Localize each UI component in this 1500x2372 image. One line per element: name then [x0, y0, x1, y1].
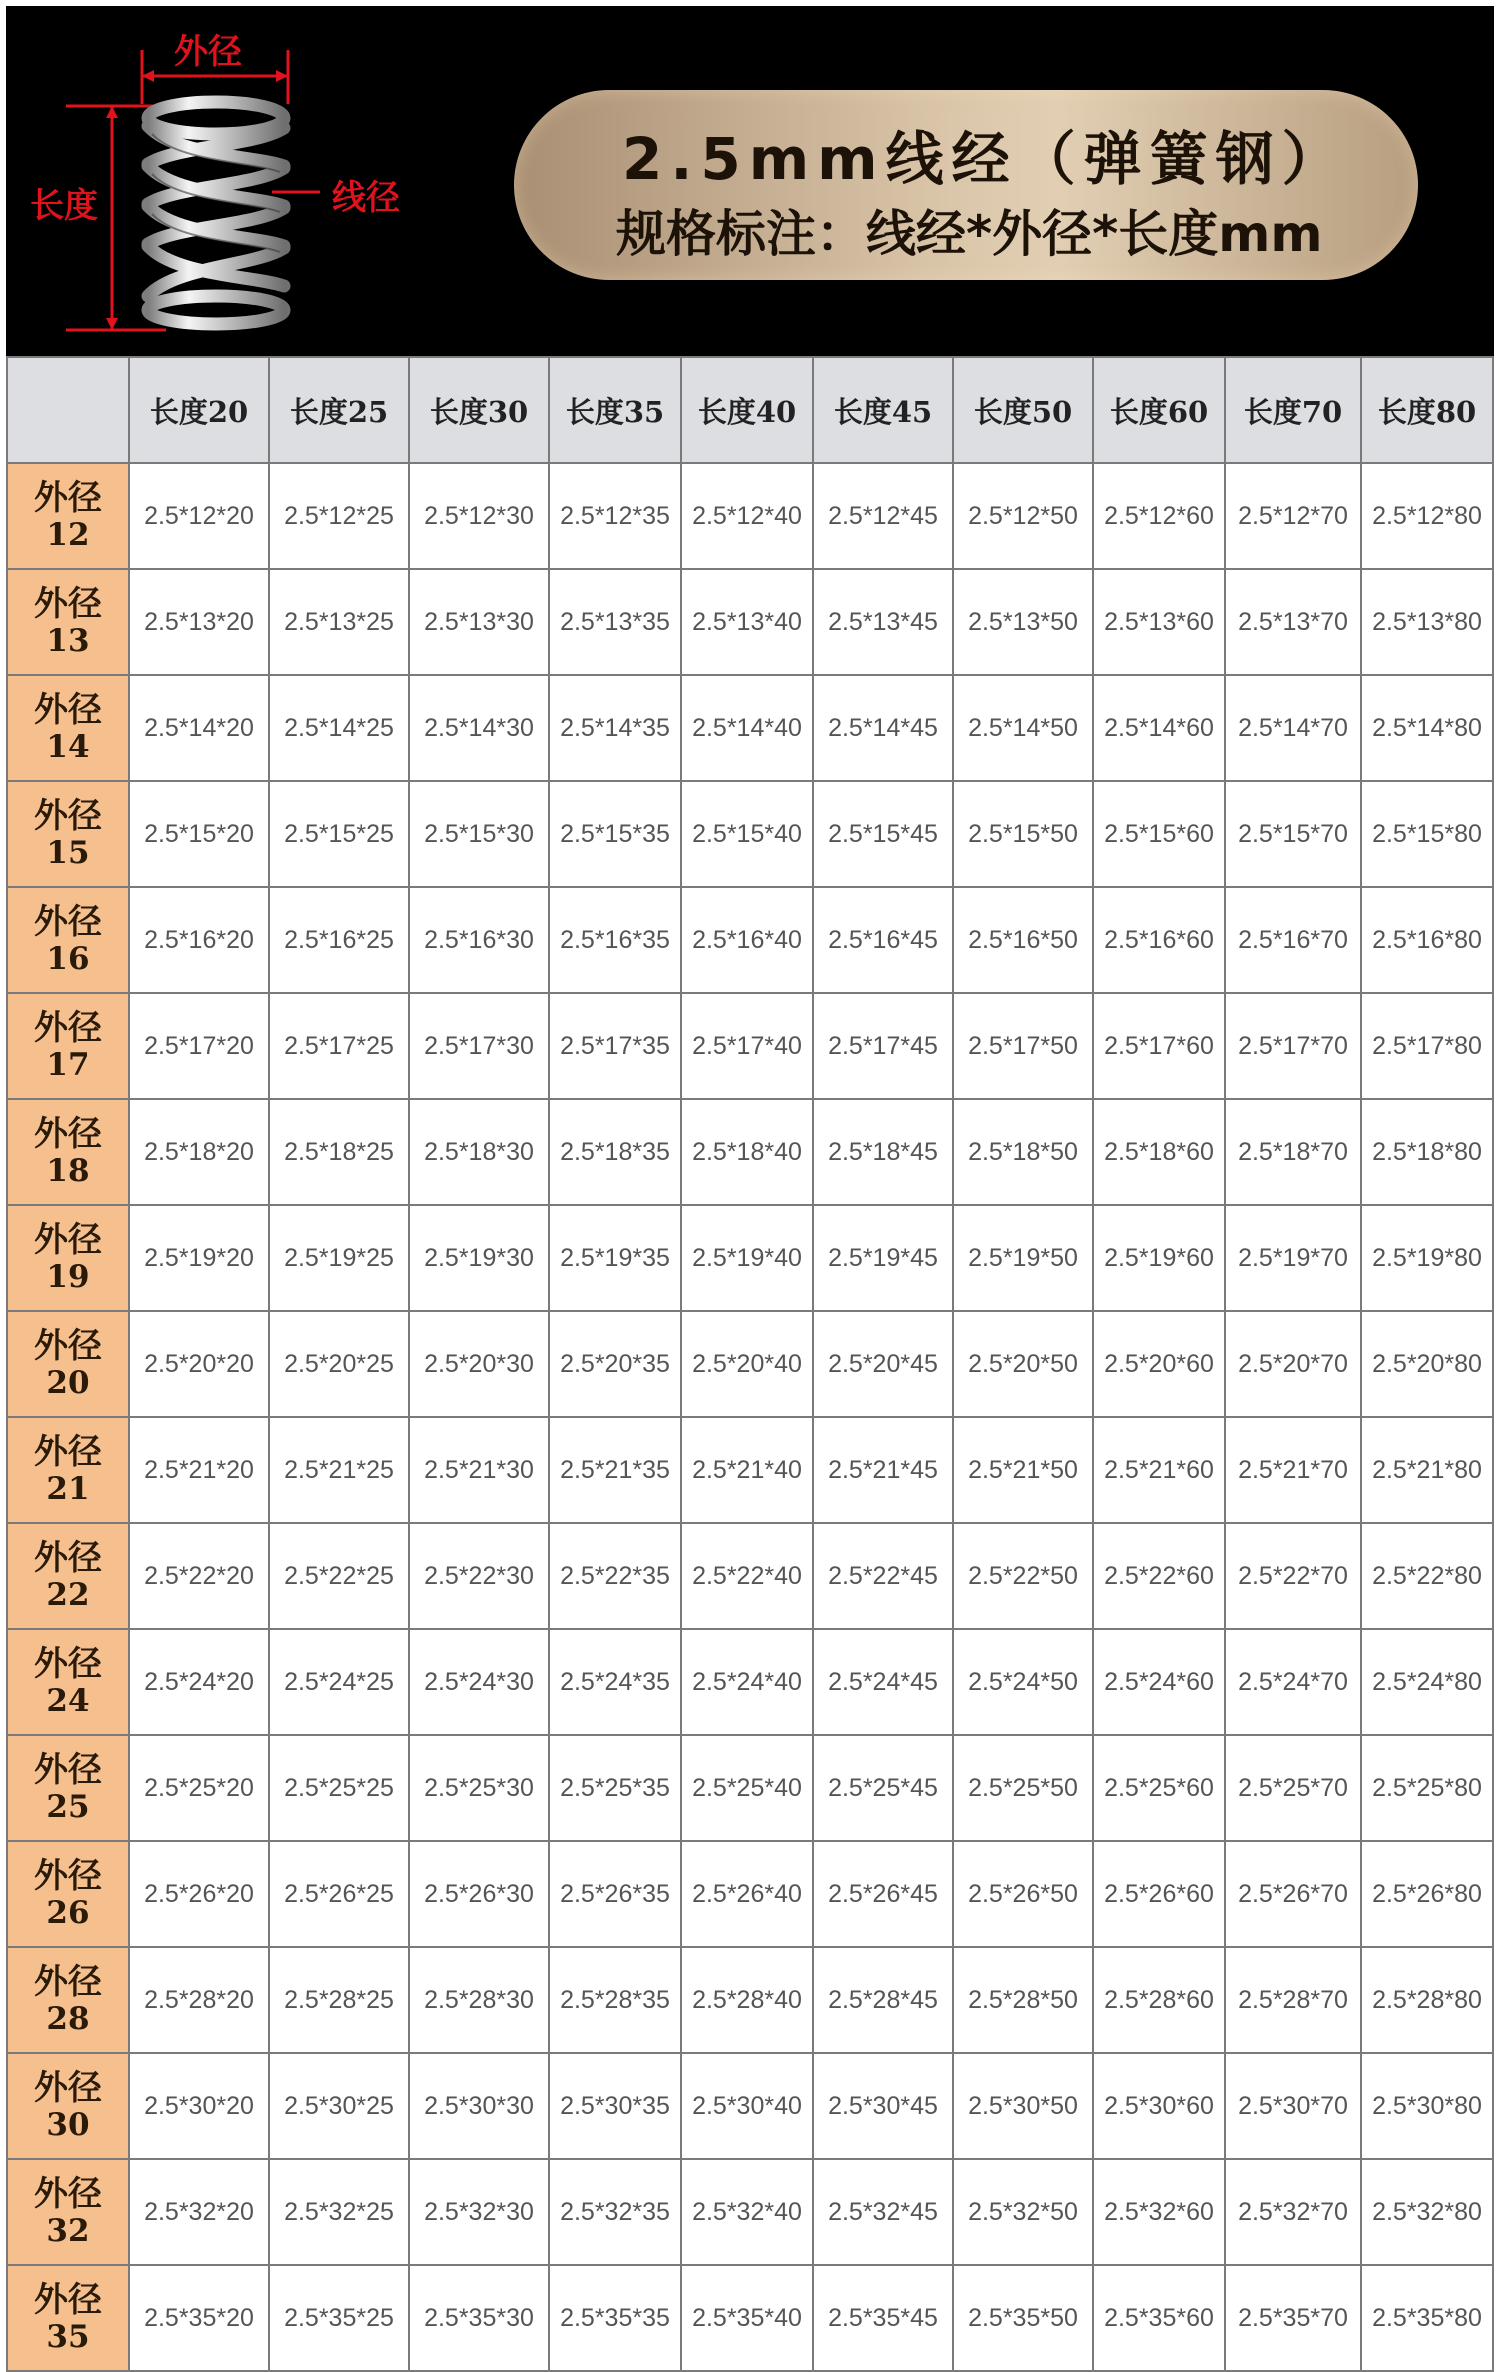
spec-cell: 2.5*24*20: [129, 1629, 269, 1735]
spec-cell: 2.5*17*40: [681, 993, 813, 1099]
row-header: [7, 1311, 129, 1417]
spec-cell: 2.5*19*70: [1225, 1205, 1361, 1311]
spec-cell: 2.5*30*40: [681, 2053, 813, 2159]
spec-cell: 2.5*16*30: [409, 887, 549, 993]
table-row: [7, 1841, 1493, 1947]
spec-cell: 2.5*20*40: [681, 1311, 813, 1417]
row-header-number: 17: [46, 1046, 90, 1083]
corner-cell: [7, 357, 129, 463]
row-header-label: 外径: [34, 795, 102, 836]
spec-cell: 2.5*15*25: [269, 781, 409, 887]
spec-cell: 2.5*26*45: [813, 1841, 953, 1947]
row-header-label: 外径: [34, 1749, 102, 1790]
spec-cell: 2.5*12*20: [129, 463, 269, 569]
spec-cell: 2.5*32*45: [813, 2159, 953, 2265]
spec-cell: 2.5*13*45: [813, 569, 953, 675]
spec-cell: 2.5*12*25: [269, 463, 409, 569]
spec-cell: 2.5*30*30: [409, 2053, 549, 2159]
spec-cell: 2.5*12*50: [953, 463, 1093, 569]
spec-cell: 2.5*18*80: [1361, 1099, 1493, 1205]
row-header-number: 20: [46, 1364, 90, 1401]
spec-cell: 2.5*18*25: [269, 1099, 409, 1205]
spec-cell: 2.5*16*45: [813, 887, 953, 993]
table-row: [7, 1417, 1493, 1523]
spec-cell: 2.5*13*80: [1361, 569, 1493, 675]
spec-cell: 2.5*17*20: [129, 993, 269, 1099]
spec-cell: 2.5*32*60: [1093, 2159, 1225, 2265]
spec-cell: 2.5*32*80: [1361, 2159, 1493, 2265]
column-header: 长度20: [129, 357, 269, 463]
spec-cell: 2.5*26*80: [1361, 1841, 1493, 1947]
spec-cell: 2.5*26*30: [409, 1841, 549, 1947]
spec-cell: 2.5*18*40: [681, 1099, 813, 1205]
spec-cell: 2.5*22*80: [1361, 1523, 1493, 1629]
spec-cell: 2.5*24*70: [1225, 1629, 1361, 1735]
row-header-number: 22: [46, 1576, 90, 1613]
column-header: 长度60: [1093, 357, 1225, 463]
row-header-number: 26: [46, 1894, 90, 1931]
spec-cell: 2.5*18*45: [813, 1099, 953, 1205]
spec-cell: 2.5*28*45: [813, 1947, 953, 2053]
spec-cell: 2.5*15*70: [1225, 781, 1361, 887]
spec-cell: 2.5*24*40: [681, 1629, 813, 1735]
spec-cell: 2.5*21*40: [681, 1417, 813, 1523]
spring-spec-table: [6, 356, 1494, 2372]
spec-cell: 2.5*22*25: [269, 1523, 409, 1629]
spec-cell: 2.5*35*70: [1225, 2265, 1361, 2371]
spec-cell: 2.5*14*45: [813, 675, 953, 781]
spec-cell: 2.5*12*80: [1361, 463, 1493, 569]
page-title: 2.5mm线经（弹簧钢）: [622, 125, 1348, 193]
spec-cell: 2.5*20*70: [1225, 1311, 1361, 1417]
spec-cell: 2.5*32*25: [269, 2159, 409, 2265]
spec-cell: 2.5*17*70: [1225, 993, 1361, 1099]
row-header-number: 16: [46, 940, 90, 977]
spec-cell: 2.5*12*40: [681, 463, 813, 569]
spec-cell: 2.5*22*40: [681, 1523, 813, 1629]
spec-cell: 2.5*30*70: [1225, 2053, 1361, 2159]
spec-cell: 2.5*16*35: [549, 887, 681, 993]
row-header-number: 24: [46, 1682, 90, 1719]
spec-cell: 2.5*13*35: [549, 569, 681, 675]
spec-format-note: 规格标注：线经*外径*长度mm: [616, 205, 1323, 263]
row-header-label: 外径: [34, 583, 102, 624]
spec-cell: 2.5*21*35: [549, 1417, 681, 1523]
wire-diameter-label: 线径: [332, 178, 400, 218]
spec-cell: 2.5*25*20: [129, 1735, 269, 1841]
row-header: [7, 1417, 129, 1523]
spec-cell: 2.5*25*80: [1361, 1735, 1493, 1841]
row-header: [7, 1099, 129, 1205]
table-row: [7, 2265, 1493, 2371]
spec-cell: 2.5*22*30: [409, 1523, 549, 1629]
header-banner: [6, 6, 1494, 358]
spec-cell: 2.5*35*20: [129, 2265, 269, 2371]
spec-cell: 2.5*28*20: [129, 1947, 269, 2053]
spec-cell: 2.5*15*35: [549, 781, 681, 887]
spec-cell: 2.5*21*50: [953, 1417, 1093, 1523]
row-header-label: 外径: [34, 1961, 102, 2002]
spec-cell: 2.5*14*20: [129, 675, 269, 781]
spec-cell: 2.5*28*30: [409, 1947, 549, 2053]
spec-cell: 2.5*35*35: [549, 2265, 681, 2371]
row-header: [7, 1523, 129, 1629]
spec-cell: 2.5*18*50: [953, 1099, 1093, 1205]
spec-cell: 2.5*22*50: [953, 1523, 1093, 1629]
spec-cell: 2.5*14*35: [549, 675, 681, 781]
spec-cell: 2.5*22*45: [813, 1523, 953, 1629]
table-row: [7, 1099, 1493, 1205]
spec-cell: 2.5*20*30: [409, 1311, 549, 1417]
spec-cell: 2.5*17*60: [1093, 993, 1225, 1099]
spec-cell: 2.5*18*35: [549, 1099, 681, 1205]
spec-cell: 2.5*25*25: [269, 1735, 409, 1841]
row-header: [7, 993, 129, 1099]
row-header: [7, 1205, 129, 1311]
row-header-number: 15: [46, 834, 90, 871]
spec-cell: 2.5*14*30: [409, 675, 549, 781]
spec-cell: 2.5*12*45: [813, 463, 953, 569]
row-header: [7, 463, 129, 569]
spec-cell: 2.5*24*50: [953, 1629, 1093, 1735]
spec-cell: 2.5*19*20: [129, 1205, 269, 1311]
table-row: [7, 993, 1493, 1099]
spec-cell: 2.5*17*25: [269, 993, 409, 1099]
spec-cell: 2.5*16*40: [681, 887, 813, 993]
spec-cell: 2.5*20*25: [269, 1311, 409, 1417]
row-header-number: 13: [46, 622, 90, 659]
row-header-number: 25: [46, 1788, 90, 1825]
spec-cell: 2.5*28*60: [1093, 1947, 1225, 2053]
title-pill: [514, 90, 1418, 280]
spec-cell: 2.5*35*60: [1093, 2265, 1225, 2371]
spec-cell: 2.5*17*50: [953, 993, 1093, 1099]
spec-cell: 2.5*19*40: [681, 1205, 813, 1311]
spec-cell: 2.5*28*40: [681, 1947, 813, 2053]
spec-cell: 2.5*16*80: [1361, 887, 1493, 993]
column-header: 长度70: [1225, 357, 1361, 463]
row-header: [7, 2053, 129, 2159]
spec-cell: 2.5*32*40: [681, 2159, 813, 2265]
spec-cell: 2.5*18*60: [1093, 1099, 1225, 1205]
spec-cell: 2.5*16*25: [269, 887, 409, 993]
spec-cell: 2.5*13*70: [1225, 569, 1361, 675]
row-header-label: 外径: [34, 689, 102, 730]
spec-cell: 2.5*35*50: [953, 2265, 1093, 2371]
spec-cell: 2.5*30*45: [813, 2053, 953, 2159]
row-header: [7, 675, 129, 781]
spec-cell: 2.5*19*60: [1093, 1205, 1225, 1311]
spec-cell: 2.5*30*50: [953, 2053, 1093, 2159]
spec-cell: 2.5*22*20: [129, 1523, 269, 1629]
row-header: [7, 1841, 129, 1947]
spec-cell: 2.5*26*40: [681, 1841, 813, 1947]
spec-cell: 2.5*25*30: [409, 1735, 549, 1841]
spec-cell: 2.5*28*35: [549, 1947, 681, 2053]
row-header-label: 外径: [34, 1007, 102, 1048]
row-header-number: 35: [46, 2318, 90, 2355]
spec-cell: 2.5*15*45: [813, 781, 953, 887]
spec-cell: 2.5*35*30: [409, 2265, 549, 2371]
row-header: [7, 569, 129, 675]
spec-cell: 2.5*30*35: [549, 2053, 681, 2159]
spec-cell: 2.5*35*25: [269, 2265, 409, 2371]
row-header: [7, 781, 129, 887]
spec-cell: 2.5*24*45: [813, 1629, 953, 1735]
row-header-label: 外径: [34, 901, 102, 942]
spec-cell: 2.5*18*20: [129, 1099, 269, 1205]
spec-cell: 2.5*21*60: [1093, 1417, 1225, 1523]
column-header: 长度30: [409, 357, 549, 463]
spec-cell: 2.5*15*60: [1093, 781, 1225, 887]
spec-cell: 2.5*26*50: [953, 1841, 1093, 1947]
spec-cell: 2.5*25*35: [549, 1735, 681, 1841]
spec-cell: 2.5*15*80: [1361, 781, 1493, 887]
row-header-number: 30: [46, 2106, 90, 2143]
column-header: 长度80: [1361, 357, 1493, 463]
spec-cell: 2.5*24*35: [549, 1629, 681, 1735]
spec-cell: 2.5*12*30: [409, 463, 549, 569]
spec-cell: 2.5*26*25: [269, 1841, 409, 1947]
spec-cell: 2.5*19*45: [813, 1205, 953, 1311]
spec-cell: 2.5*25*70: [1225, 1735, 1361, 1841]
spec-cell: 2.5*32*70: [1225, 2159, 1361, 2265]
spec-table-body: [7, 357, 1493, 2371]
column-header: 长度25: [269, 357, 409, 463]
table-row: [7, 1205, 1493, 1311]
spec-cell: 2.5*16*70: [1225, 887, 1361, 993]
spec-cell: 2.5*13*20: [129, 569, 269, 675]
spec-cell: 2.5*18*30: [409, 1099, 549, 1205]
spec-cell: 2.5*32*30: [409, 2159, 549, 2265]
spec-cell: 2.5*22*70: [1225, 1523, 1361, 1629]
spec-cell: 2.5*32*35: [549, 2159, 681, 2265]
row-header: [7, 1629, 129, 1735]
spec-cell: 2.5*16*60: [1093, 887, 1225, 993]
spec-cell: 2.5*20*35: [549, 1311, 681, 1417]
spec-cell: 2.5*16*50: [953, 887, 1093, 993]
spec-cell: 2.5*19*30: [409, 1205, 549, 1311]
spec-cell: 2.5*13*50: [953, 569, 1093, 675]
row-header-label: 外径: [34, 1219, 102, 1260]
spec-cell: 2.5*26*70: [1225, 1841, 1361, 1947]
spec-cell: 2.5*17*30: [409, 993, 549, 1099]
spec-cell: 2.5*35*45: [813, 2265, 953, 2371]
spec-cell: 2.5*25*45: [813, 1735, 953, 1841]
column-header: 长度45: [813, 357, 953, 463]
row-header-label: 外径: [34, 2279, 102, 2320]
spec-cell: 2.5*14*60: [1093, 675, 1225, 781]
spec-cell: 2.5*12*60: [1093, 463, 1225, 569]
table-row: [7, 569, 1493, 675]
spec-cell: 2.5*21*45: [813, 1417, 953, 1523]
row-header: [7, 1947, 129, 2053]
column-header: 长度35: [549, 357, 681, 463]
spec-cell: 2.5*14*80: [1361, 675, 1493, 781]
spec-cell: 2.5*15*50: [953, 781, 1093, 887]
spec-cell: 2.5*35*40: [681, 2265, 813, 2371]
row-header-number: 18: [46, 1152, 90, 1189]
length-label: 长度: [30, 186, 98, 226]
spec-cell: 2.5*21*80: [1361, 1417, 1493, 1523]
spec-cell: 2.5*14*70: [1225, 675, 1361, 781]
spec-cell: 2.5*28*80: [1361, 1947, 1493, 2053]
spec-cell: 2.5*20*60: [1093, 1311, 1225, 1417]
table-row: [7, 1947, 1493, 2053]
spec-cell: 2.5*21*20: [129, 1417, 269, 1523]
table-row: [7, 1311, 1493, 1417]
table-row: [7, 781, 1493, 887]
spec-cell: 2.5*25*60: [1093, 1735, 1225, 1841]
column-header: 长度50: [953, 357, 1093, 463]
row-header-label: 外径: [34, 1537, 102, 1578]
spec-cell: 2.5*24*80: [1361, 1629, 1493, 1735]
row-header: [7, 2159, 129, 2265]
spec-cell: 2.5*21*70: [1225, 1417, 1361, 1523]
row-header-number: 14: [46, 728, 90, 765]
row-header-label: 外径: [34, 1643, 102, 1684]
spec-cell: 2.5*19*35: [549, 1205, 681, 1311]
row-header-label: 外径: [34, 1855, 102, 1896]
spec-cell: 2.5*18*70: [1225, 1099, 1361, 1205]
spec-cell: 2.5*13*60: [1093, 569, 1225, 675]
spec-cell: 2.5*32*50: [953, 2159, 1093, 2265]
spec-cell: 2.5*30*60: [1093, 2053, 1225, 2159]
spec-cell: 2.5*15*30: [409, 781, 549, 887]
spec-cell: 2.5*22*60: [1093, 1523, 1225, 1629]
row-header: [7, 2265, 129, 2371]
spec-cell: 2.5*13*40: [681, 569, 813, 675]
spec-cell: 2.5*15*40: [681, 781, 813, 887]
table-row: [7, 1735, 1493, 1841]
column-header: 长度40: [681, 357, 813, 463]
row-header-label: 外径: [34, 2173, 102, 2214]
spec-cell: 2.5*24*25: [269, 1629, 409, 1735]
spec-cell: 2.5*14*50: [953, 675, 1093, 781]
table-row: [7, 1523, 1493, 1629]
spec-cell: 2.5*20*50: [953, 1311, 1093, 1417]
spec-cell: 2.5*19*80: [1361, 1205, 1493, 1311]
spec-cell: 2.5*17*80: [1361, 993, 1493, 1099]
spec-cell: 2.5*12*70: [1225, 463, 1361, 569]
table-row: [7, 887, 1493, 993]
outer-diameter-label: 外径: [174, 32, 242, 72]
spec-cell: 2.5*21*30: [409, 1417, 549, 1523]
spec-cell: 2.5*30*20: [129, 2053, 269, 2159]
spec-cell: 2.5*22*35: [549, 1523, 681, 1629]
row-header-number: 32: [46, 2212, 90, 2249]
spec-cell: 2.5*24*30: [409, 1629, 549, 1735]
spec-cell: 2.5*32*20: [129, 2159, 269, 2265]
spec-cell: 2.5*13*25: [269, 569, 409, 675]
spec-cell: 2.5*20*20: [129, 1311, 269, 1417]
spec-cell: 2.5*20*80: [1361, 1311, 1493, 1417]
spec-cell: 2.5*28*70: [1225, 1947, 1361, 2053]
spec-cell: 2.5*30*25: [269, 2053, 409, 2159]
table-row: [7, 675, 1493, 781]
row-header-label: 外径: [34, 2067, 102, 2108]
row-header-label: 外径: [34, 1113, 102, 1154]
row-header-label: 外径: [34, 1431, 102, 1472]
spec-cell: 2.5*14*25: [269, 675, 409, 781]
row-header-label: 外径: [34, 1325, 102, 1366]
spec-cell: 2.5*26*60: [1093, 1841, 1225, 1947]
spec-cell: 2.5*28*25: [269, 1947, 409, 2053]
header-row: [7, 357, 1493, 463]
row-header: [7, 1735, 129, 1841]
spec-cell: 2.5*19*50: [953, 1205, 1093, 1311]
row-header-number: 12: [46, 516, 90, 553]
spec-cell: 2.5*13*30: [409, 569, 549, 675]
row-header-number: 19: [46, 1258, 90, 1295]
table-row: [7, 2159, 1493, 2265]
spec-cell: 2.5*14*40: [681, 675, 813, 781]
row-header-number: 21: [46, 1470, 90, 1507]
spec-cell: 2.5*12*35: [549, 463, 681, 569]
spec-cell: 2.5*15*20: [129, 781, 269, 887]
spec-cell: 2.5*35*80: [1361, 2265, 1493, 2371]
row-header: [7, 887, 129, 993]
spec-cell: 2.5*28*50: [953, 1947, 1093, 2053]
spec-cell: 2.5*17*35: [549, 993, 681, 1099]
spec-cell: 2.5*26*35: [549, 1841, 681, 1947]
spec-cell: 2.5*30*80: [1361, 2053, 1493, 2159]
table-row: [7, 1629, 1493, 1735]
spec-cell: 2.5*25*40: [681, 1735, 813, 1841]
table-row: [7, 463, 1493, 569]
row-header-number: 28: [46, 2000, 90, 2037]
table-row: [7, 2053, 1493, 2159]
spec-cell: 2.5*24*60: [1093, 1629, 1225, 1735]
spec-cell: 2.5*20*45: [813, 1311, 953, 1417]
spec-cell: 2.5*17*45: [813, 993, 953, 1099]
spec-cell: 2.5*26*20: [129, 1841, 269, 1947]
spec-cell: 2.5*25*50: [953, 1735, 1093, 1841]
spec-cell: 2.5*16*20: [129, 887, 269, 993]
spec-cell: 2.5*19*25: [269, 1205, 409, 1311]
row-header-label: 外径: [34, 477, 102, 518]
spec-cell: 2.5*21*25: [269, 1417, 409, 1523]
